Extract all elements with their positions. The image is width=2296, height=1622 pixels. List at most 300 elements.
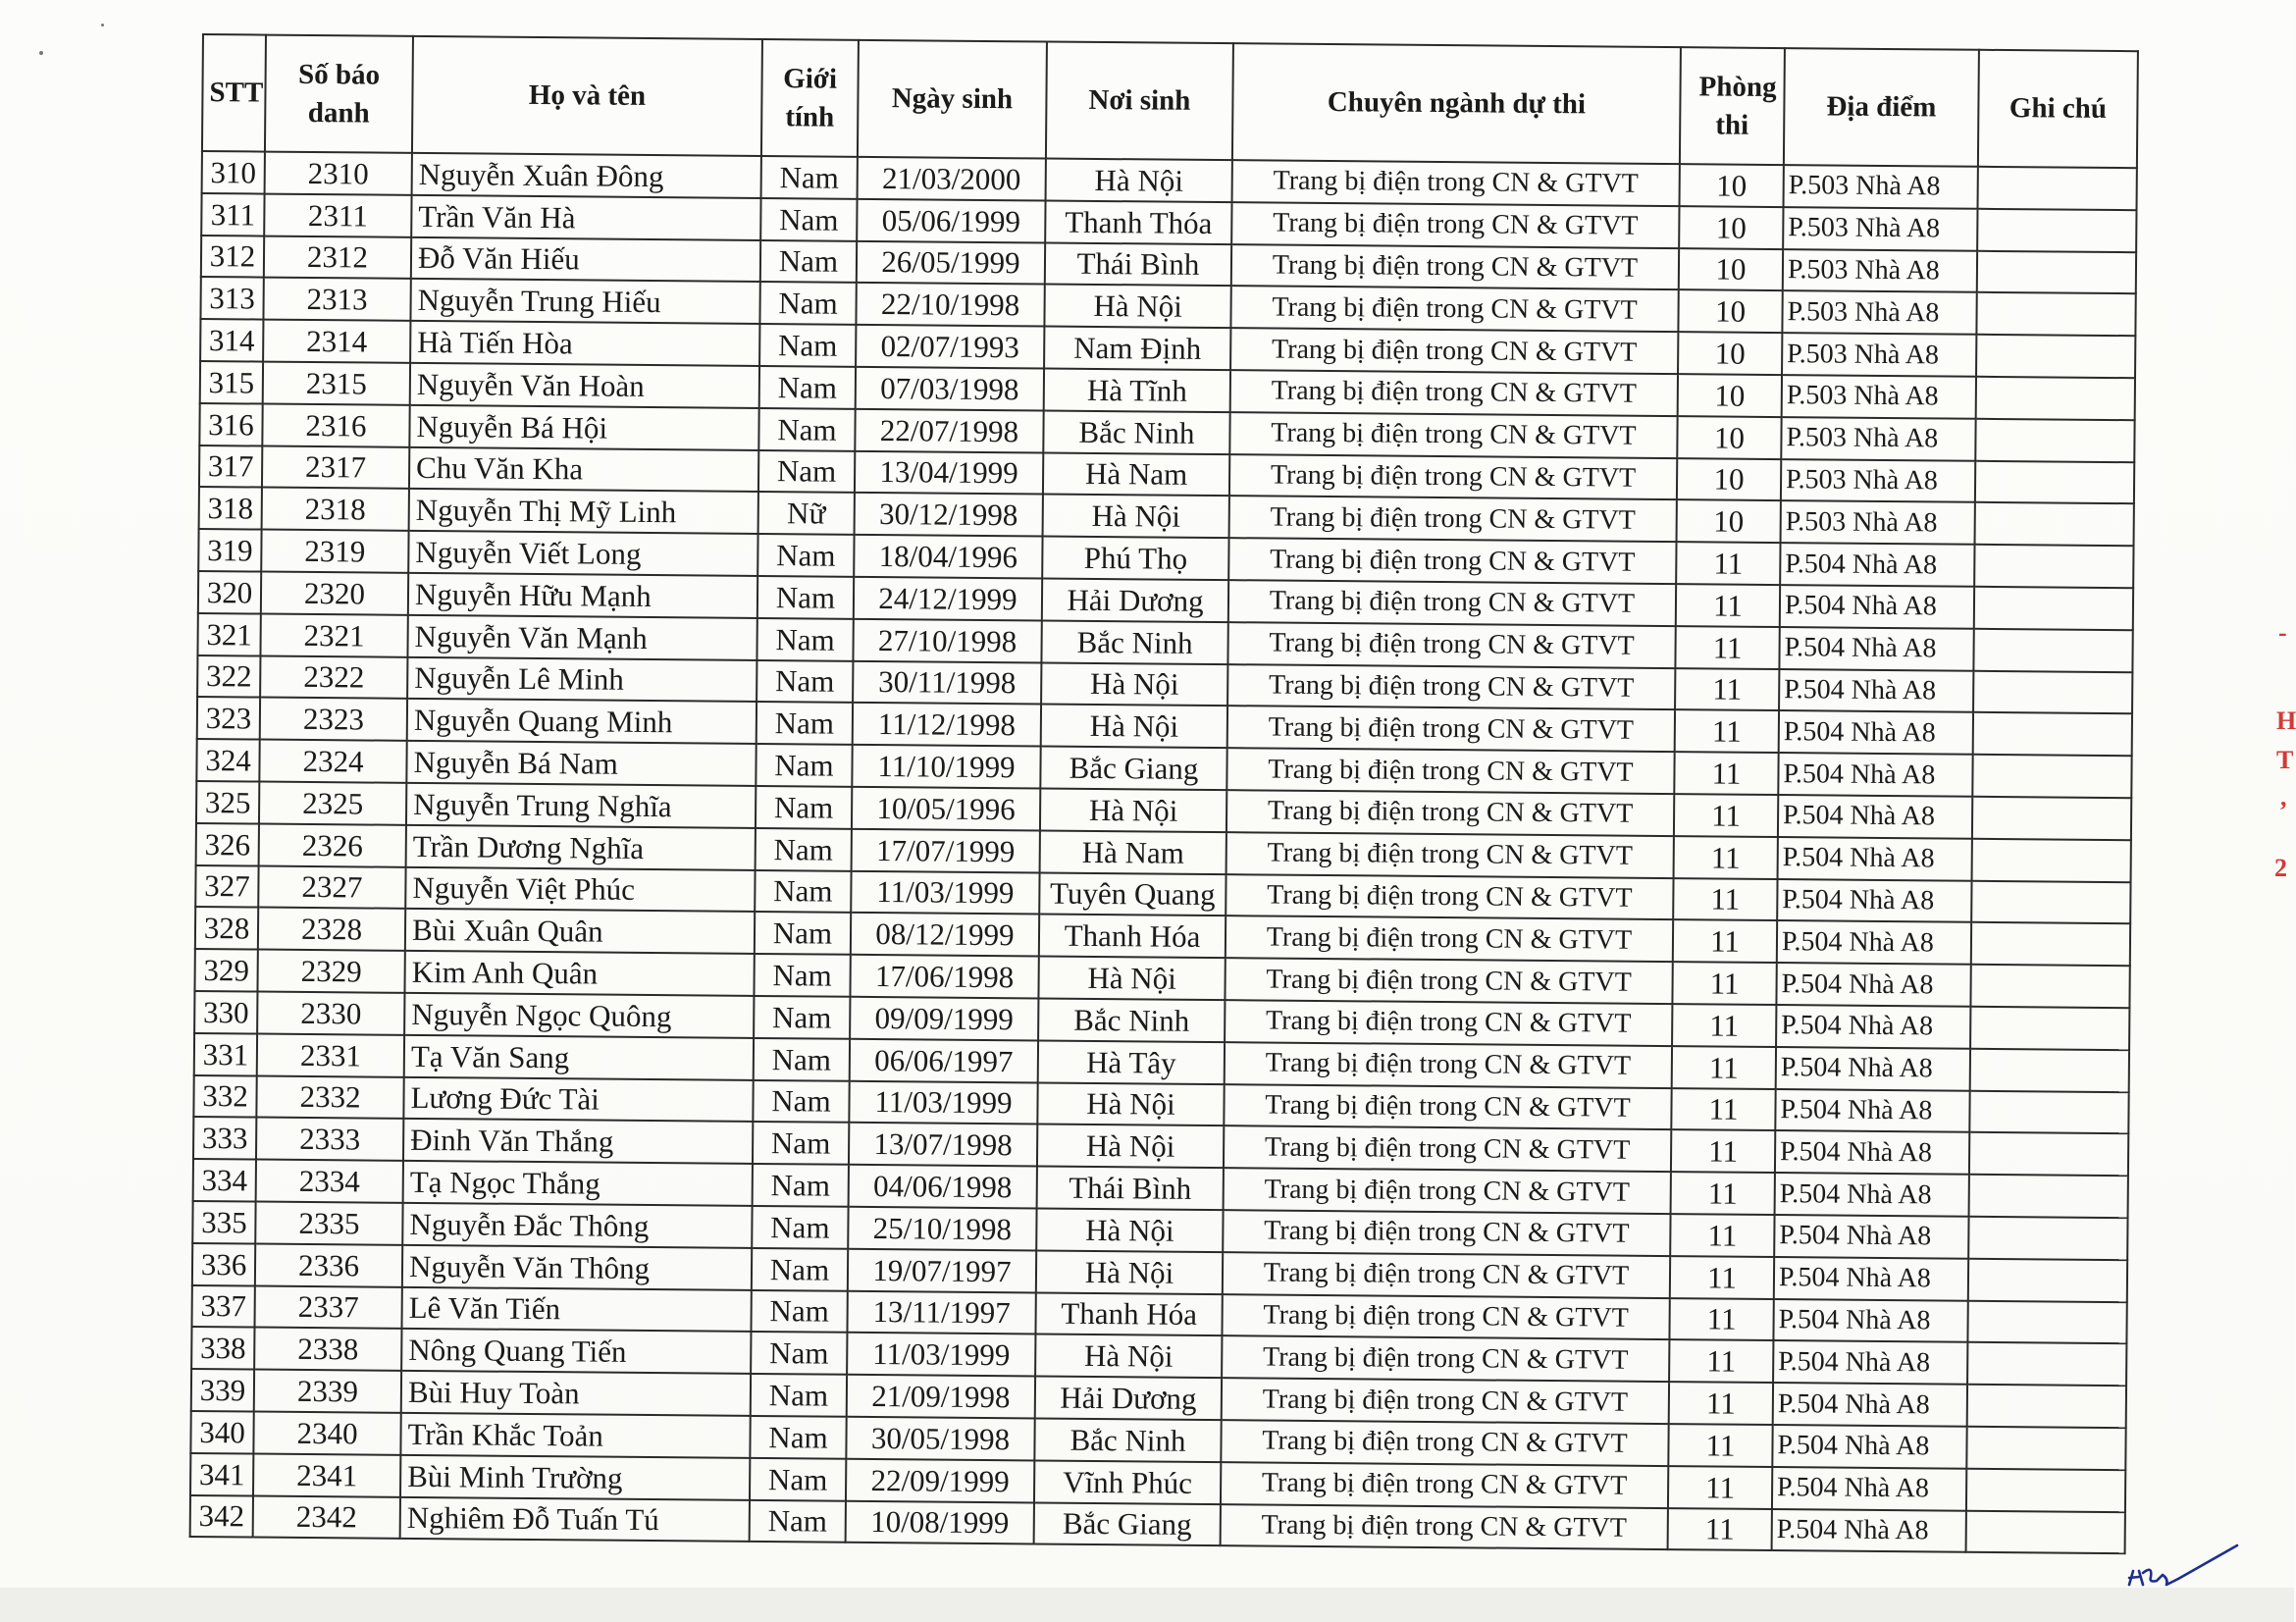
cell-name: Bùi Xuân Quân: [405, 909, 755, 954]
cell-birthplace: Hà Nội: [1044, 285, 1230, 328]
cell-dob: 02/07/1993: [856, 325, 1044, 368]
cell-name: Nguyễn Thị Mỹ Linh: [409, 489, 758, 534]
cell-major: Trang bị điện trong CN & GTVT: [1222, 1335, 1669, 1382]
cell-major: Trang bị điện trong CN & GTVT: [1228, 538, 1676, 584]
cell-major: Trang bị điện trong CN & GTVT: [1226, 790, 1674, 836]
cell-location: P.504 Nhà A8: [1776, 1005, 1970, 1049]
cell-major: Trang bị điện trong CN & GTVT: [1224, 1168, 1671, 1214]
cell-major: Trang bị điện trong CN & GTVT: [1229, 454, 1677, 500]
cell-location: P.504 Nhà A8: [1773, 1383, 1967, 1427]
header-sbd: Số báo danh: [265, 35, 413, 153]
cell-name: Hà Tiến Hòa: [410, 321, 759, 366]
scan-edge: [0, 1588, 2294, 1622]
cell-note: [1972, 755, 2131, 798]
cell-name: Trần Văn Hà: [411, 195, 760, 240]
cell-name: Nguyễn Bá Nam: [406, 741, 756, 786]
cell-major: Trang bị điện trong CN & GTVT: [1223, 1252, 1670, 1298]
cell-room: 11: [1672, 1004, 1776, 1047]
cell-room: 11: [1669, 1339, 1773, 1383]
cell-dob: 11/03/1999: [851, 870, 1039, 914]
cell-stt: 342: [190, 1494, 253, 1537]
cell-dob: 10/08/1999: [846, 1500, 1034, 1544]
cell-note: [1967, 1300, 2126, 1343]
cell-room: 10: [1680, 164, 1784, 207]
cell-name: Nguyễn Văn Thông: [402, 1245, 752, 1290]
header-gender: Giới tính: [761, 39, 859, 157]
header-location: Địa điểm: [1784, 48, 1979, 167]
cell-birthplace: Hà Tĩnh: [1044, 368, 1230, 411]
cell-stt: 325: [196, 781, 259, 823]
cell-name: Trần Khắc Toản: [400, 1413, 750, 1458]
cell-gender: Nam: [753, 1164, 849, 1207]
candidate-table: [189, 33, 2139, 1554]
cell-dob: 11/03/1999: [849, 1080, 1037, 1124]
cell-gender: Nam: [754, 954, 850, 997]
cell-gender: Nam: [753, 1122, 849, 1165]
cell-gender: Nam: [757, 534, 854, 577]
cell-birthplace: Phú Thọ: [1042, 537, 1228, 580]
cell-gender: Nam: [760, 240, 857, 284]
cell-location: P.504 Nhà A8: [1773, 1340, 1967, 1385]
cell-note: [1969, 1090, 2128, 1133]
cell-location: P.504 Nhà A8: [1776, 963, 1970, 1007]
cell-dob: 19/07/1997: [848, 1249, 1036, 1292]
cell-note: [1968, 1217, 2127, 1260]
cell-name: Nguyễn Lê Minh: [407, 656, 757, 702]
header-stt: STT: [202, 34, 266, 152]
cell-room: 11: [1670, 1214, 1774, 1257]
cell-stt: 318: [199, 487, 262, 529]
cell-location: P.504 Nhà A8: [1776, 1047, 1970, 1091]
cell-dob: 07/03/1998: [856, 367, 1044, 410]
cell-name: Chu Văn Kha: [409, 446, 758, 492]
cell-gender: Nam: [754, 996, 850, 1039]
cell-dob: 11/10/1999: [852, 745, 1040, 788]
cell-stt: 310: [202, 151, 265, 193]
cell-sbd: 2311: [264, 193, 411, 236]
cell-gender: Nam: [757, 660, 853, 704]
cell-room: 11: [1671, 1129, 1775, 1173]
cell-dob: 18/04/1996: [854, 535, 1042, 578]
cell-dob: 11/03/1999: [847, 1333, 1035, 1376]
cell-location: P.504 Nhà A8: [1779, 627, 1973, 671]
cell-gender: Nam: [751, 1332, 847, 1375]
cell-gender: Nam: [756, 744, 852, 787]
cell-sbd: 2338: [254, 1328, 401, 1371]
cell-location: P.503 Nhà A8: [1783, 249, 1977, 293]
cell-note: [1972, 797, 2131, 840]
cell-dob: 04/06/1998: [849, 1165, 1037, 1208]
cell-gender: Nam: [757, 702, 853, 745]
cell-name: Nguyễn Việt Phúc: [405, 866, 755, 912]
cell-birthplace: Hải Dương: [1035, 1377, 1222, 1420]
cell-note: [1977, 209, 2136, 252]
cell-sbd: 2310: [265, 152, 412, 195]
cell-gender: Nam: [761, 156, 858, 199]
cell-birthplace: Thanh Thóa: [1045, 200, 1231, 243]
cell-gender: Nam: [752, 1248, 848, 1291]
cell-sbd: 2341: [253, 1453, 400, 1496]
dust-speck: [101, 24, 104, 26]
cell-stt: 312: [201, 235, 264, 278]
cell-dob: 30/12/1998: [855, 493, 1043, 536]
cell-stt: 331: [194, 1033, 257, 1075]
cell-sbd: 2330: [257, 991, 404, 1034]
cell-major: Trang bị điện trong CN & GTVT: [1223, 1210, 1670, 1256]
cell-note: [1976, 335, 2135, 378]
cell-note: [1973, 712, 2132, 756]
cell-birthplace: Hà Nam: [1040, 830, 1226, 873]
cell-room: 11: [1668, 1508, 1772, 1551]
cell-dob: 25/10/1998: [848, 1207, 1036, 1250]
cell-room: 11: [1674, 794, 1778, 837]
cell-name: Tạ Ngọc Thắng: [403, 1161, 753, 1206]
cell-location: P.504 Nhà A8: [1772, 1425, 1966, 1469]
cell-location: P.504 Nhà A8: [1778, 795, 1972, 839]
cell-gender: Nam: [758, 450, 855, 494]
cell-dob: 24/12/1999: [854, 577, 1042, 620]
cell-stt: 339: [191, 1369, 254, 1411]
cell-stt: 330: [194, 991, 257, 1033]
cell-name: Nguyễn Trung Nghĩa: [406, 783, 756, 828]
cell-sbd: 2313: [263, 278, 410, 321]
cell-major: Trang bị điện trong CN & GTVT: [1221, 1504, 1668, 1550]
cell-stt: 327: [195, 865, 258, 908]
cell-note: [1969, 1175, 2128, 1218]
cell-gender: Nam: [756, 828, 852, 871]
cell-stt: 315: [200, 361, 263, 403]
cell-gender: Nam: [757, 618, 853, 661]
cell-dob: 17/06/1998: [850, 955, 1038, 998]
cell-name: Bùi Minh Trường: [400, 1455, 750, 1500]
cell-sbd: 2337: [254, 1285, 401, 1329]
cell-birthplace: Hà Nội: [1036, 1250, 1223, 1293]
cell-gender: Nam: [755, 869, 851, 913]
cell-gender: Nam: [750, 1499, 846, 1543]
cell-location: P.503 Nhà A8: [1781, 459, 1975, 503]
cell-location: P.504 Nhà A8: [1778, 837, 1972, 881]
cell-dob: 30/05/1998: [846, 1417, 1034, 1460]
cell-location: P.504 Nhà A8: [1777, 879, 1971, 923]
cell-name: Nghiêm Đỗ Tuấn Tú: [400, 1496, 750, 1542]
cell-note: [1974, 545, 2133, 588]
cell-dob: 13/11/1997: [847, 1290, 1035, 1334]
cell-name: Đinh Văn Thắng: [403, 1119, 753, 1164]
cell-dob: 17/07/1999: [852, 829, 1040, 872]
cell-stt: 321: [197, 613, 260, 655]
cell-gender: Nam: [760, 198, 857, 241]
cell-note: [1975, 460, 2134, 503]
cell-name: Nguyễn Trung Hiếu: [410, 279, 759, 324]
cell-note: [1976, 292, 2135, 336]
cell-room: 11: [1668, 1424, 1772, 1467]
cell-room: 11: [1671, 1088, 1775, 1131]
cell-birthplace: Hà Nội: [1043, 495, 1229, 538]
cell-note: [1970, 1048, 2129, 1091]
cell-room: 11: [1675, 709, 1779, 753]
cell-room: 10: [1678, 332, 1782, 375]
cell-note: [1970, 965, 2129, 1008]
cell-name: Nguyễn Xuân Đông: [412, 153, 761, 198]
cell-location: P.504 Nhà A8: [1775, 1173, 1969, 1217]
cell-dob: 22/07/1998: [855, 409, 1043, 452]
cell-note: [1976, 377, 2135, 420]
cell-note: [1969, 1132, 2128, 1176]
cell-stt: 319: [198, 529, 261, 571]
cell-location: P.504 Nhà A8: [1775, 1089, 1969, 1133]
cell-gender: Nam: [753, 1079, 849, 1123]
cell-location: P.504 Nhà A8: [1779, 669, 1973, 713]
cell-location: P.504 Nhà A8: [1778, 753, 1972, 797]
cell-name: Tạ Văn Sang: [404, 1035, 754, 1080]
cell-note: [1966, 1427, 2125, 1470]
cell-gender: Nam: [754, 1038, 850, 1081]
cell-note: [1975, 502, 2134, 546]
cell-room: 11: [1670, 1256, 1774, 1299]
cell-dob: 09/09/1999: [850, 997, 1038, 1040]
cell-note: [1975, 419, 2134, 462]
roster-sheet: [189, 33, 2137, 1554]
cell-sbd: 2325: [259, 781, 406, 824]
cell-gender: Nam: [751, 1289, 847, 1333]
cell-birthplace: Hà Nam: [1043, 452, 1229, 496]
cell-stt: 314: [200, 319, 263, 361]
cell-note: [1967, 1385, 2126, 1428]
cell-sbd: 2336: [255, 1243, 402, 1286]
cell-dob: 21/09/1998: [847, 1375, 1035, 1418]
cell-major: Trang bị điện trong CN & GTVT: [1224, 1084, 1671, 1130]
cell-birthplace: Bắc Ninh: [1038, 998, 1225, 1041]
cell-name: Lê Văn Tiến: [401, 1286, 751, 1332]
cell-sbd: 2327: [258, 865, 405, 909]
cell-location: P.504 Nhà A8: [1775, 1130, 1969, 1175]
cell-note: [1972, 839, 2131, 882]
cell-note: [1967, 1342, 2126, 1386]
cell-name: Nguyễn Ngọc Quông: [404, 993, 754, 1038]
cell-name: Lương Đức Tài: [403, 1076, 753, 1122]
cell-birthplace: Tuyên Quang: [1039, 872, 1226, 916]
cell-room: 11: [1668, 1466, 1772, 1509]
cell-birthplace: Thanh Hóa: [1035, 1292, 1222, 1335]
cell-location: P.503 Nhà A8: [1782, 333, 1976, 377]
header-dob: Ngày sinh: [858, 40, 1047, 159]
signature-icon: [2119, 1536, 2247, 1595]
cell-dob: 13/04/1999: [855, 450, 1043, 494]
cell-name: Nguyễn Viết Long: [408, 531, 757, 576]
cell-name: Trần Dương Nghĩa: [406, 825, 756, 870]
cell-name: Nguyễn Văn Hoàn: [410, 363, 759, 408]
cell-room: 10: [1677, 458, 1781, 501]
cell-stt: 322: [197, 655, 260, 698]
cell-major: Trang bị điện trong CN & GTVT: [1227, 706, 1675, 753]
cell-location: P.503 Nhà A8: [1782, 375, 1976, 419]
cell-stt: 333: [193, 1117, 256, 1159]
cell-dob: 10/05/1996: [852, 787, 1040, 830]
cell-dob: 08/12/1999: [851, 913, 1039, 956]
cell-major: Trang bị điện trong CN & GTVT: [1231, 202, 1679, 248]
cell-sbd: 2331: [257, 1033, 404, 1076]
cell-note: [1970, 1007, 2129, 1050]
cell-birthplace: Hải Dương: [1042, 578, 1228, 621]
cell-birthplace: Bắc Giang: [1034, 1502, 1221, 1545]
cell-birthplace: Nam Định: [1044, 327, 1230, 370]
cell-major: Trang bị điện trong CN & GTVT: [1222, 1378, 1669, 1424]
cell-sbd: 2324: [259, 740, 406, 783]
cell-birthplace: Hà Nội: [1040, 788, 1226, 831]
cell-major: Trang bị điện trong CN & GTVT: [1222, 1294, 1669, 1340]
cell-birthplace: Hà Nội: [1036, 1208, 1223, 1251]
cell-room: 11: [1674, 752, 1778, 795]
cell-major: Trang bị điện trong CN & GTVT: [1230, 370, 1678, 416]
cell-name: Nguyễn Văn Mạnh: [407, 615, 757, 660]
cell-room: 11: [1671, 1172, 1775, 1215]
cell-location: P.504 Nhà A8: [1772, 1467, 1966, 1511]
cell-note: [1978, 167, 2137, 210]
cell-gender: Nam: [750, 1458, 846, 1501]
cell-gender: Nam: [750, 1416, 846, 1459]
cell-sbd: 2312: [264, 235, 411, 279]
cell-sbd: 2317: [262, 445, 409, 489]
cell-gender: Nam: [759, 282, 856, 325]
cell-sbd: 2329: [257, 950, 404, 993]
cell-location: P.504 Nhà A8: [1780, 585, 1974, 629]
cell-birthplace: Thái Bình: [1045, 242, 1231, 286]
cell-stt: 324: [196, 739, 259, 781]
cell-name: Nguyễn Đắc Thông: [402, 1203, 752, 1248]
cell-major: Trang bị điện trong CN & GTVT: [1226, 874, 1673, 920]
cell-location: P.503 Nhà A8: [1781, 500, 1975, 545]
cell-birthplace: Hà Nội: [1041, 705, 1227, 748]
cell-location: P.503 Nhà A8: [1782, 290, 1976, 335]
cell-stt: 341: [190, 1453, 253, 1495]
cell-dob: 05/06/1999: [857, 199, 1045, 242]
cell-birthplace: Hà Nội: [1037, 1125, 1224, 1168]
cell-note: [1968, 1258, 2127, 1301]
cell-room: 11: [1675, 626, 1779, 669]
cell-name: Nguyễn Hữu Mạnh: [408, 573, 757, 618]
cell-sbd: 2335: [255, 1201, 402, 1244]
cell-room: 11: [1669, 1298, 1773, 1341]
cell-dob: 13/07/1998: [849, 1123, 1037, 1166]
cell-dob: 30/11/1998: [853, 660, 1041, 704]
cell-major: Trang bị điện trong CN & GTVT: [1230, 328, 1678, 374]
cell-major: Trang bị điện trong CN & GTVT: [1226, 916, 1673, 962]
cell-sbd: 2320: [261, 572, 408, 615]
cell-birthplace: Bắc Ninh: [1041, 620, 1227, 663]
cell-sbd: 2315: [263, 362, 410, 405]
cell-sbd: 2314: [263, 320, 410, 363]
cell-major: Trang bị điện trong CN & GTVT: [1230, 287, 1678, 333]
cell-major: Trang bị điện trong CN & GTVT: [1226, 748, 1674, 794]
cell-major: Trang bị điện trong CN & GTVT: [1231, 244, 1679, 290]
cell-major: Trang bị điện trong CN & GTVT: [1224, 1125, 1671, 1172]
cell-stt: 337: [191, 1284, 254, 1327]
cell-stt: 317: [199, 445, 262, 488]
cell-sbd: 2322: [260, 655, 407, 699]
cell-stt: 335: [192, 1201, 255, 1243]
cell-room: 11: [1675, 668, 1779, 711]
cell-sbd: 2334: [256, 1160, 403, 1203]
cell-birthplace: Hà Nội: [1038, 957, 1225, 1000]
cell-birthplace: Bắc Ninh: [1034, 1418, 1221, 1461]
cell-major: Trang bị điện trong CN & GTVT: [1229, 497, 1677, 543]
cell-major: Trang bị điện trong CN & GTVT: [1227, 664, 1675, 710]
cell-name: Đỗ Văn Hiếu: [411, 236, 760, 282]
header-room: Phòng thi: [1680, 47, 1785, 165]
cell-birthplace: Hà Nội: [1046, 159, 1232, 202]
cell-location: P.503 Nhà A8: [1784, 165, 1978, 209]
cell-stt: 334: [193, 1159, 256, 1201]
cell-note: [1977, 250, 2136, 293]
cell-dob: 22/09/1999: [846, 1458, 1034, 1501]
cell-major: Trang bị điện trong CN & GTVT: [1232, 160, 1680, 206]
cell-stt: 316: [199, 403, 262, 445]
cell-gender: Nam: [756, 786, 852, 829]
cell-dob: 06/06/1997: [850, 1039, 1038, 1082]
cell-room: 10: [1677, 416, 1781, 459]
cell-major: Trang bị điện trong CN & GTVT: [1229, 412, 1677, 458]
cell-stt: 329: [194, 949, 257, 991]
cell-major: Trang bị điện trong CN & GTVT: [1221, 1462, 1668, 1508]
cell-room: 11: [1676, 584, 1780, 627]
cell-note: [1973, 670, 2132, 713]
cell-stt: 328: [195, 907, 258, 949]
cell-gender: Nam: [758, 408, 855, 451]
cell-room: 11: [1672, 1046, 1776, 1089]
cell-sbd: 2333: [256, 1118, 403, 1161]
cell-location: P.504 Nhà A8: [1774, 1215, 1968, 1259]
cell-gender: Nam: [759, 366, 856, 409]
cell-gender: Nữ: [758, 492, 855, 535]
cell-major: Trang bị điện trong CN & GTVT: [1227, 622, 1675, 668]
header-row: [202, 34, 2138, 168]
header-major: Chuyên ngành dự thi: [1232, 43, 1681, 164]
cell-room: 11: [1672, 962, 1776, 1005]
cell-location: P.504 Nhà A8: [1779, 710, 1973, 755]
cell-sbd: 2323: [260, 698, 407, 741]
cell-name: Nguyễn Quang Minh: [407, 699, 757, 744]
cell-gender: Nam: [751, 1374, 847, 1417]
cell-room: 11: [1673, 919, 1777, 963]
cell-note: [1966, 1510, 2125, 1553]
cell-name: Bùi Huy Toàn: [401, 1371, 751, 1416]
cell-room: 10: [1677, 500, 1781, 544]
cell-stt: 332: [193, 1074, 256, 1117]
cell-birthplace: Hà Nội: [1037, 1082, 1224, 1125]
cell-birthplace: Hà Tây: [1038, 1040, 1225, 1083]
cell-sbd: 2319: [261, 530, 408, 573]
cell-note: [1973, 629, 2132, 672]
cell-note: [1966, 1468, 2125, 1511]
cell-note: [1974, 587, 2133, 630]
cell-birthplace: Bắc Giang: [1040, 747, 1226, 790]
header-name: Họ và tên: [412, 36, 762, 156]
cell-sbd: 2321: [260, 613, 407, 656]
cell-note: [1971, 922, 2130, 966]
cell-dob: 21/03/2000: [858, 157, 1046, 200]
cell-sbd: 2326: [259, 823, 406, 866]
cell-sbd: 2342: [253, 1495, 400, 1539]
cell-birthplace: Thanh Hóa: [1039, 915, 1226, 958]
cell-major: Trang bị điện trong CN & GTVT: [1228, 580, 1676, 626]
cell-stt: 336: [192, 1243, 255, 1285]
cell-birthplace: Vĩnh Phúc: [1034, 1460, 1221, 1503]
cell-name: Nguyễn Bá Hội: [409, 405, 758, 450]
cell-birthplace: Hà Nội: [1041, 662, 1227, 706]
cell-stt: 323: [197, 697, 260, 739]
cell-major: Trang bị điện trong CN & GTVT: [1226, 832, 1674, 878]
cell-birthplace: Thái Bình: [1037, 1167, 1224, 1210]
